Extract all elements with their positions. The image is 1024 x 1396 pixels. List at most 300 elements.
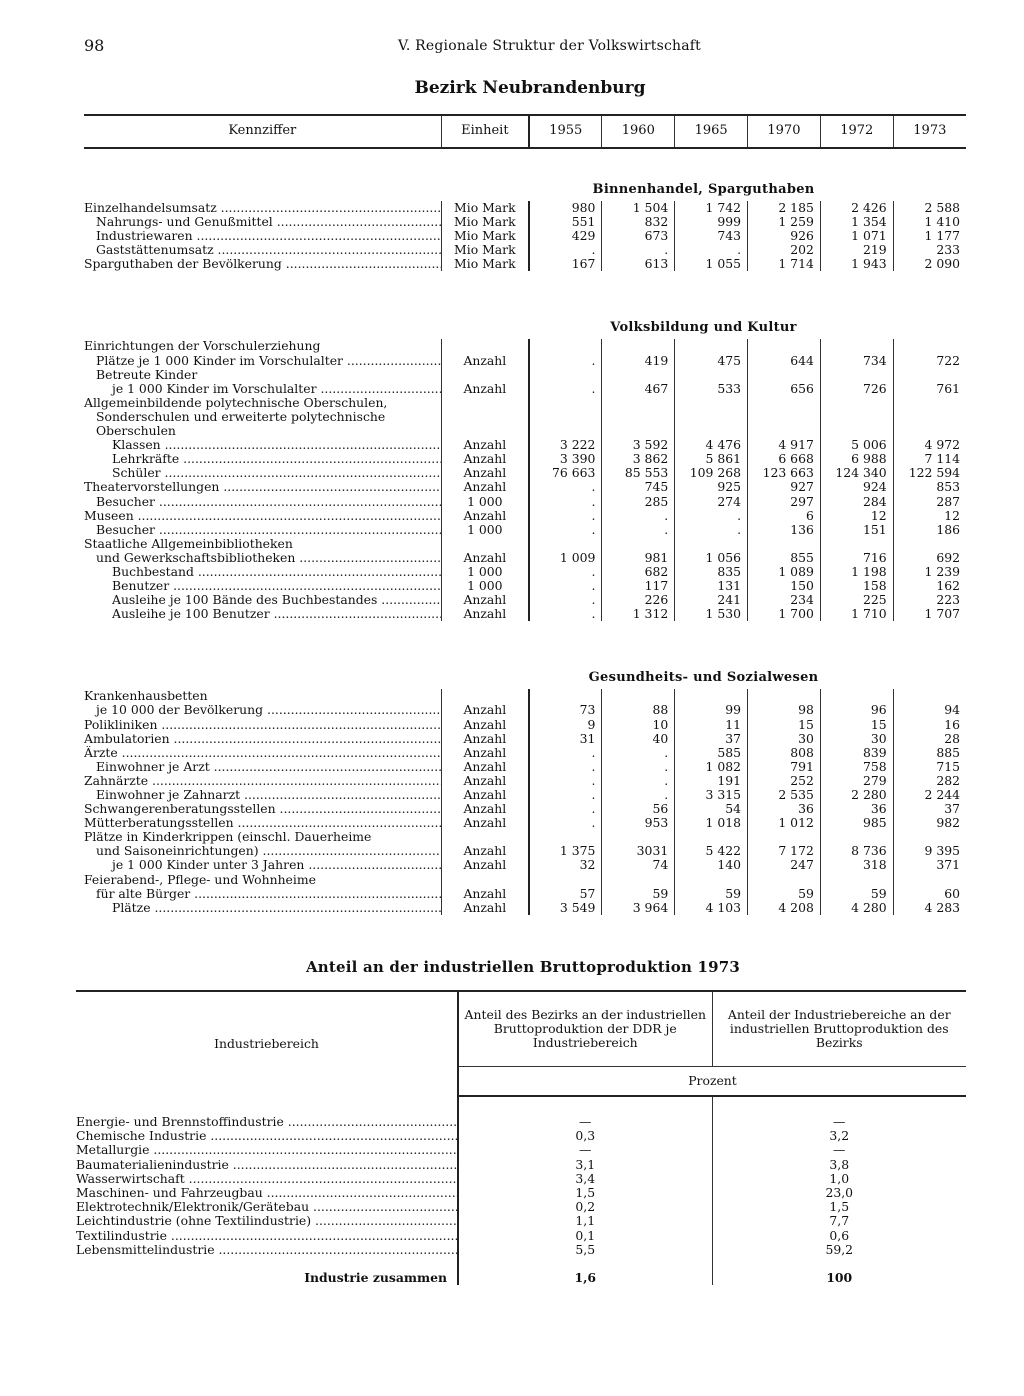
value-cell: 761 [893,382,966,396]
value-cell: 1 710 [820,607,893,621]
row-label: Besucher ..... [84,495,441,509]
value-cell: 2 185 [748,201,821,215]
value-cell [675,424,748,438]
table-row [84,382,966,396]
row-label: Gaststättenumsatz ..... [84,243,441,257]
unit-cell [441,830,529,844]
header-year: 1955 [529,115,602,148]
row-label: Polikliniken ..... [84,718,441,732]
value-cell: 10 [602,718,675,732]
section-spacer-cell [84,287,441,339]
value-cell: 234 [748,593,821,607]
value-cell: 1 943 [820,257,893,271]
row-label-cell [84,523,441,537]
value-cell: 4 103 [675,901,748,915]
row-label: Ausleihe je 100 Benutzer ..... [84,607,441,621]
value-cell [748,830,821,844]
section-title-bruttoproduktion: Anteil an der industriellen Bruttoproduktion 1973 [305,958,741,976]
page-number: 98 [84,36,105,55]
row-label-cell [76,1229,458,1243]
value-cell: 76 663 [529,466,602,480]
value-cell: 1 239 [893,565,966,579]
unit-cell: Anzahl [441,607,529,621]
row-label-cell [84,718,441,732]
value-cell: 219 [820,243,893,257]
table-row [76,1129,966,1143]
value-cell: 3 592 [602,438,675,452]
table-row [84,509,966,523]
value-cell: 252 [748,774,821,788]
total-value: 1,6 [458,1257,712,1285]
value-cell: 1 504 [602,201,675,215]
value-cell: . [529,523,602,537]
row-label-cell [84,424,441,438]
table-row [84,551,966,565]
spacer-row [84,621,966,637]
value-cell: . [602,774,675,788]
value-cell: 1 375 [529,844,602,858]
value-cell: 925 [675,480,748,494]
unit-cell [441,339,529,353]
table-row [84,537,966,551]
value-cell: 7 114 [893,452,966,466]
value-cell: 60 [893,887,966,901]
unit-cell: Anzahl [441,844,529,858]
value-cell [820,424,893,438]
value-cell [893,537,966,551]
row-label-cell [84,830,441,844]
row-label-cell [84,593,441,607]
value-cell [820,689,893,703]
value-cell: 151 [820,523,893,537]
value-cell: 0,3 [458,1129,712,1143]
table-row [84,858,966,872]
value-cell: . [529,579,602,593]
value-cell: 11 [675,718,748,732]
value-cell: 999 [675,215,748,229]
value-cell: 551 [529,215,602,229]
table-row [84,844,966,858]
table-row [76,1243,966,1257]
row-label-cell [84,438,441,452]
unit-cell: 1 000 [441,495,529,509]
row-label-cell [84,565,441,579]
table-row [84,368,966,382]
value-cell: 23,0 [712,1186,966,1200]
value-cell: 241 [675,593,748,607]
row-label: Ausleihe je 100 Bände des Buchbestandes ..... [84,593,441,607]
value-cell: 226 [602,593,675,607]
value-cell: . [529,495,602,509]
row-label: Ärzte ..... [84,746,441,760]
value-cell: 30 [748,732,821,746]
value-cell [748,410,821,424]
unit-cell: Anzahl [441,732,529,746]
statistics-table-body [84,148,966,915]
row-label: Allgemeinbildende polytechnische Oberschulen, [84,395,388,410]
value-cell: 287 [893,495,966,509]
table-row [84,703,966,717]
value-cell: . [529,480,602,494]
spacer-cell [712,1096,966,1115]
value-cell: 122 594 [893,466,966,480]
value-cell [675,396,748,410]
table-row [84,215,966,229]
row-label-cell [76,1243,458,1257]
row-label: Einzelhandelsumsatz ..... [84,201,441,215]
row-label-cell [76,1186,458,1200]
row-label-cell [84,887,441,901]
spacer-row [76,1096,966,1115]
value-cell [820,537,893,551]
value-cell [893,410,966,424]
value-cell: 5,5 [458,1243,712,1257]
value-cell: 985 [820,816,893,830]
value-cell: . [529,816,602,830]
value-cell: 12 [893,509,966,523]
row-label-cell [84,201,441,215]
row-label: Besucher ..... [84,523,441,537]
value-cell [602,410,675,424]
value-cell: 1 410 [893,215,966,229]
value-cell: 8 736 [820,844,893,858]
value-cell: 32 [529,858,602,872]
value-cell: 1,5 [458,1186,712,1200]
value-cell [820,368,893,382]
value-cell: 475 [675,354,748,368]
value-cell: 74 [602,858,675,872]
row-label-cell [84,339,441,353]
section-title: Gesundheits- und Sozialwesen [588,670,819,686]
table-row [76,1186,966,1200]
value-cell: 3,2 [712,1129,966,1143]
value-cell: 247 [748,858,821,872]
value-cell: 6 988 [820,452,893,466]
value-cell: 1 089 [748,565,821,579]
value-cell [893,368,966,382]
value-cell: 9 [529,718,602,732]
value-cell [602,537,675,551]
value-cell: 1 082 [675,760,748,774]
value-cell: 40 [602,732,675,746]
row-label-cell [84,788,441,802]
table-row [84,816,966,830]
value-cell: 3 222 [529,438,602,452]
value-cell: 85 553 [602,466,675,480]
value-cell: . [529,509,602,523]
unit-cell: Anzahl [441,354,529,368]
value-cell [529,339,602,353]
unit-cell [441,396,529,410]
value-cell: 745 [602,480,675,494]
row-label-cell [84,873,441,887]
row-label: Theatervorstellungen ..... [84,480,441,494]
value-cell [820,830,893,844]
unit-cell: Anzahl [441,901,529,915]
value-cell: 28 [893,732,966,746]
value-cell: 1 259 [748,215,821,229]
value-cell: 59 [675,887,748,901]
unit-cell: Anzahl [441,593,529,607]
value-cell: 73 [529,703,602,717]
header-kennziffer: Kennziffer [84,115,441,148]
row-label: Klassen ..... [84,438,441,452]
table-row [84,732,966,746]
row-label-cell [84,802,441,816]
value-cell: 3 315 [675,788,748,802]
table-row [84,424,966,438]
value-cell: 982 [893,816,966,830]
unit-cell: Mio Mark [441,243,529,257]
value-cell: 99 [675,703,748,717]
unit-cell: Anzahl [441,438,529,452]
value-cell: 36 [820,802,893,816]
table-row [76,1158,966,1172]
table-row [84,802,966,816]
value-cell: 953 [602,816,675,830]
unit-cell: Anzahl [441,509,529,523]
value-cell [675,537,748,551]
value-cell [675,689,748,703]
value-cell: 186 [893,523,966,537]
value-cell: 1 700 [748,607,821,621]
header-unit-prozent: Prozent [458,1067,966,1097]
row-label-cell [84,816,441,830]
row-label: Einwohner je Arzt ..... [84,760,441,774]
row-label-cell [84,774,441,788]
unit-cell: Mio Mark [441,215,529,229]
value-cell: 3 549 [529,901,602,915]
unit-cell: 1 000 [441,565,529,579]
value-cell: 673 [602,229,675,243]
unit-cell: 1 000 [441,523,529,537]
unit-cell [441,410,529,424]
unit-cell [441,424,529,438]
table-header-row [84,115,966,148]
value-cell: 131 [675,579,748,593]
value-cell: 3,4 [458,1172,712,1186]
table-row [76,1200,966,1214]
value-cell: 927 [748,480,821,494]
table-row [76,1172,966,1186]
row-label-cell [84,382,441,396]
value-cell [675,873,748,887]
spacer-row [84,271,966,287]
running-head: V. Regionale Struktur der Volkswirtschaft [398,38,701,54]
value-cell: 1 312 [602,607,675,621]
table-row [84,760,966,774]
value-cell: 839 [820,746,893,760]
value-cell: 96 [820,703,893,717]
value-cell: 981 [602,551,675,565]
unit-cell: Anzahl [441,480,529,494]
value-cell [529,410,602,424]
row-label: und Gewerkschaftsbibliotheken ..... [84,551,441,565]
value-cell [602,873,675,887]
row-label: Zahnärzte ..... [84,774,441,788]
row-label-cell [84,901,441,915]
value-cell: 722 [893,354,966,368]
row-label: Wasserwirtschaft ..... [76,1172,458,1186]
value-cell [748,368,821,382]
value-cell: 318 [820,858,893,872]
value-cell: 7 172 [748,844,821,858]
value-cell: . [602,760,675,774]
section-title: Binnenhandel, Sparguthaben [592,181,815,197]
table-row [76,1229,966,1243]
value-cell: 88 [602,703,675,717]
row-label-cell [84,354,441,368]
row-label: je 1 000 Kinder unter 3 Jahren ..... [84,858,441,872]
value-cell: 223 [893,593,966,607]
row-label-cell [84,368,441,382]
value-cell [748,537,821,551]
value-cell: 285 [602,495,675,509]
row-label-cell [84,509,441,523]
value-cell: 853 [893,480,966,494]
row-label: Krankenhausbetten [84,689,208,704]
value-cell: 1 018 [675,816,748,830]
value-cell: 1 530 [675,607,748,621]
value-cell: 31 [529,732,602,746]
row-label: Elektrotechnik/Elektronik/Gerätebau ..... [76,1200,458,1214]
value-cell: 1 177 [893,229,966,243]
value-cell [602,396,675,410]
row-label: Plätze in Kinderkrippen (einschl. Dauerheime [84,830,372,845]
value-cell [529,537,602,551]
header-year: 1973 [893,115,966,148]
value-cell: . [529,354,602,368]
value-cell: 1 055 [675,257,748,271]
value-cell: 36 [748,802,821,816]
value-cell: 4 476 [675,438,748,452]
value-cell [602,368,675,382]
value-cell: 419 [602,354,675,368]
value-cell: 162 [893,579,966,593]
value-cell: 0,2 [458,1200,712,1214]
value-cell [893,830,966,844]
value-cell: 832 [602,215,675,229]
value-cell [748,689,821,703]
value-cell: 59,2 [712,1243,966,1257]
row-label-cell [76,1200,458,1214]
value-cell [675,410,748,424]
row-label-cell [84,410,441,424]
value-cell: . [602,746,675,760]
section-spacer-cell [84,637,441,689]
value-cell: 371 [893,858,966,872]
value-cell [820,873,893,887]
value-cell [748,424,821,438]
value-cell: 2 426 [820,201,893,215]
header-year: 1970 [748,115,821,148]
table-row [84,396,966,410]
row-label-cell [84,760,441,774]
table-row [76,1115,966,1129]
value-cell: 94 [893,703,966,717]
value-cell: . [675,523,748,537]
table-row [84,607,966,621]
table-row [84,480,966,494]
value-cell: 59 [748,887,821,901]
value-cell [529,424,602,438]
value-cell: 1 012 [748,816,821,830]
value-cell [602,339,675,353]
value-cell: 726 [820,382,893,396]
value-cell: 136 [748,523,821,537]
row-label: Betreute Kinder [96,367,198,382]
value-cell: 682 [602,565,675,579]
value-cell: 429 [529,229,602,243]
value-cell: 1 742 [675,201,748,215]
statistics-table [84,114,966,915]
section-title: Volksbildung und Kultur [610,320,797,336]
table-row [84,438,966,452]
row-label-cell [76,1172,458,1186]
row-label: Chemische Industrie ..... [76,1129,458,1143]
row-label: Museen ..... [84,509,441,523]
value-cell: 1,0 [712,1172,966,1186]
value-cell: 150 [748,579,821,593]
row-label: je 1 000 Kinder im Vorschulalter ..... [84,382,441,396]
value-cell: 0,1 [458,1229,712,1243]
industry-share-table-body [76,1096,966,1285]
row-label: Baumaterialienindustrie ..... [76,1158,458,1172]
unit-cell [441,537,529,551]
row-label: Nahrungs- und Genußmittel ..... [84,215,441,229]
table-row [84,201,966,215]
value-cell: . [675,243,748,257]
row-label: für alte Bürger ..... [84,887,441,901]
row-label-cell [84,537,441,551]
row-label: Energie- und Brennstoffindustrie ..... [76,1115,458,1129]
value-cell: 9 395 [893,844,966,858]
value-cell: 613 [602,257,675,271]
row-label-cell [84,452,441,466]
table-row [84,774,966,788]
value-cell: 59 [602,887,675,901]
value-cell [529,689,602,703]
row-label: Schwangerenberatungsstellen ..... [84,802,441,816]
unit-cell: Anzahl [441,816,529,830]
table-row [84,410,966,424]
value-cell: 2 535 [748,788,821,802]
value-cell: 57 [529,887,602,901]
row-label-cell [76,1158,458,1172]
section-header-row [84,287,966,339]
row-label-cell [84,243,441,257]
header-year: 1972 [820,115,893,148]
row-label-cell [84,844,441,858]
row-label-cell [84,229,441,243]
header-year: 1965 [675,115,748,148]
row-label: Ambulatorien ..... [84,732,441,746]
unit-cell: Mio Mark [441,257,529,271]
row-label: und Saisoneinrichtungen) ..... [84,844,441,858]
row-label: Textilindustrie ..... [76,1229,458,1243]
row-label: Lehrkräfte ..... [84,452,441,466]
value-cell: 297 [748,495,821,509]
value-cell: 54 [675,802,748,816]
row-label-cell [84,607,441,621]
value-cell: 37 [675,732,748,746]
table-row [76,1214,966,1228]
value-cell [602,424,675,438]
value-cell: 4 280 [820,901,893,915]
row-label: Plätze ..... [84,901,441,915]
section-header-row [84,637,966,689]
value-cell: 274 [675,495,748,509]
